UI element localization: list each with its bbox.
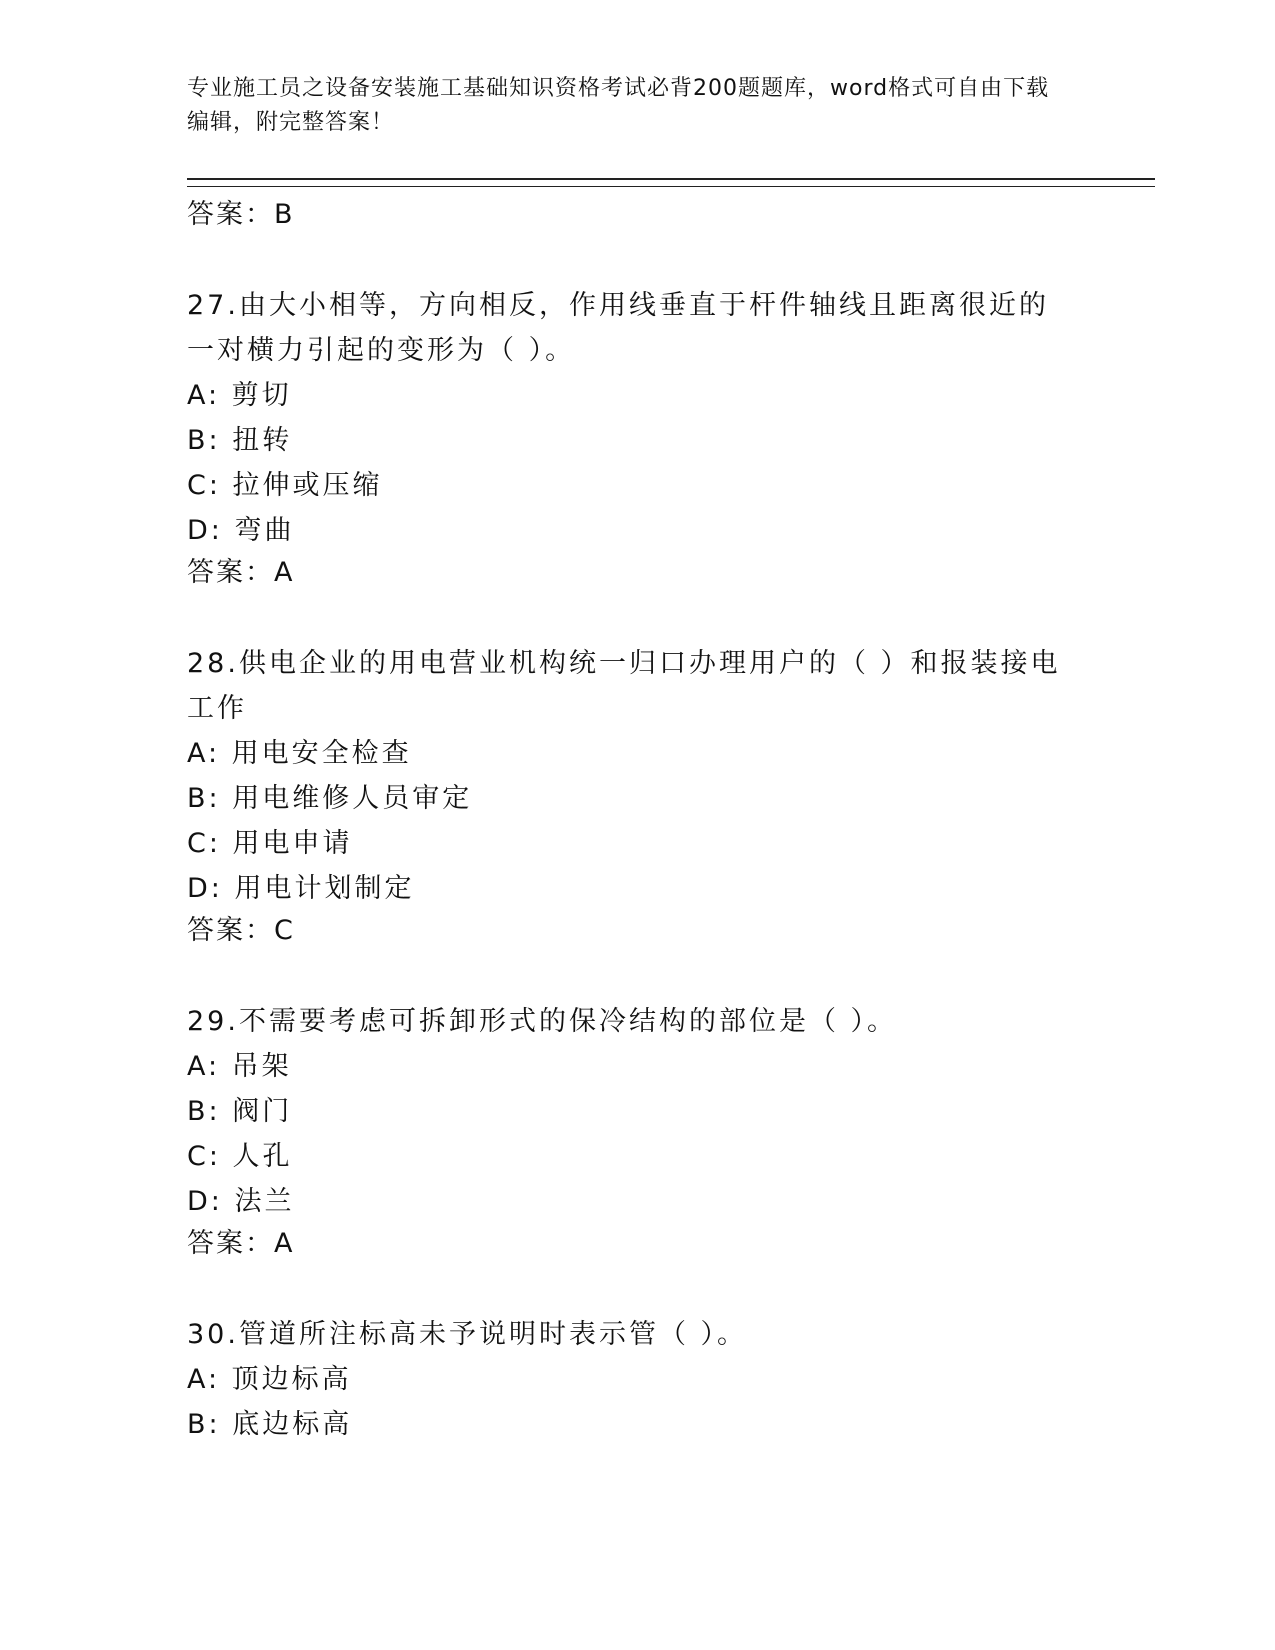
option-a: A: 用电安全检查 [187, 738, 412, 769]
option-b: B: 阀门 [187, 1096, 293, 1127]
option-b: B: 扭转 [187, 425, 293, 456]
question-stem: 29.不需要考虑可拆卸形式的保冷结构的部位是（ ）。 [187, 1006, 898, 1037]
header-divider [187, 178, 1155, 187]
option-d: D: 用电计划制定 [187, 873, 415, 904]
page-header: 专业施工员之设备安装施工基础知识资格考试必背200题题库，word格式可自由下载编辑，附完整答案！ [187, 76, 1050, 135]
option-b: B: 底边标高 [187, 1409, 353, 1440]
question-answer: 答案：C [187, 915, 295, 946]
option-c: C: 用电申请 [187, 828, 353, 859]
option-a: A: 剪切 [187, 380, 292, 411]
document-page [187, 72, 1147, 1447]
previous-answer: 答案：B [187, 199, 295, 230]
option-d: D: 弯曲 [187, 515, 295, 546]
question-stem: 28.供电企业的用电营业机构统一归口办理用户的（ ）和报装接电工作 [187, 648, 1061, 724]
option-c: C: 拉伸或压缩 [187, 470, 383, 501]
option-b: B: 用电维修人员审定 [187, 783, 473, 814]
question-30 [187, 1312, 1147, 1447]
question-29 [187, 999, 1147, 1264]
question-stem: 27.由大小相等，方向相反，作用线垂直于杆件轴线且距离很近的一对横力引起的变形为（ ）。 [187, 290, 1049, 366]
question-27 [187, 283, 1147, 593]
question-28 [187, 641, 1147, 951]
option-c: C: 人孔 [187, 1141, 293, 1172]
option-d: D: 法兰 [187, 1186, 295, 1217]
option-a: A: 顶边标高 [187, 1364, 352, 1395]
question-stem: 30.管道所注标高未予说明时表示管（ ）。 [187, 1319, 748, 1350]
question-answer: 答案：A [187, 1228, 295, 1259]
question-answer: 答案：A [187, 557, 295, 588]
option-a: A: 吊架 [187, 1051, 292, 1082]
